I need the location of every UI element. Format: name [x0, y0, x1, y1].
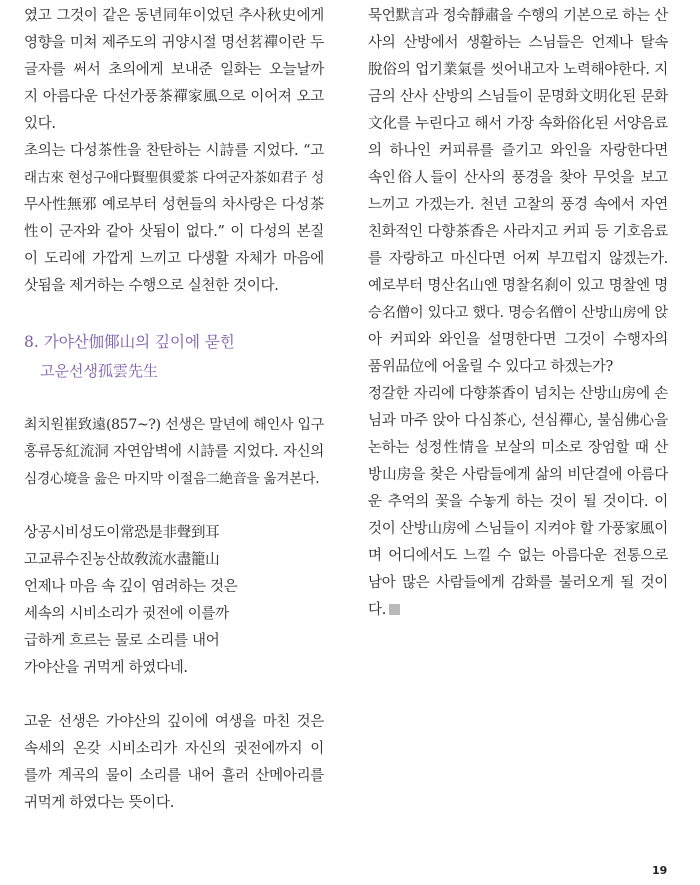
text-line: 심경心境을 읊은 마지막 이절음二絶音을 옮겨본다. [24, 471, 320, 487]
text-line: 사의 산방에서 생활하는 스님들은 언제나 탈속 [368, 35, 668, 51]
text-line: 속세의 온갖 시비소리가 자신의 귓전에까지 이 [24, 741, 324, 757]
text-line: 품위品位에 어울릴 수 있다고 하겠는가? [368, 359, 614, 375]
text-line: 를 자랑하고 마신다면 어찌 부끄럽지 않겠는가. [368, 251, 668, 267]
text-line: 아 커피와 와인을 설명한다면 그것이 수행자의 [368, 332, 668, 348]
text-line: 고운 선생은 가야산의 깊이에 여생을 마친 것은 [24, 714, 324, 730]
left-paragraph-3 [24, 412, 324, 493]
text-line: 脫俗의 업기業氣를 씻어내고자 노력해야한다. 지 [368, 62, 668, 78]
text-line: 이 도리에 가깝게 느끼고 다생활 자체가 마음에 [24, 251, 324, 267]
text-line: 님과 마주 앉아 다심茶心, 선심禪心, 불심佛心을 [368, 413, 668, 429]
text-line: 운 추억의 꽃을 수놓게 하는 것이 될 것이다. 이 [368, 494, 668, 510]
text-line: 글자를 써서 초의에게 보내준 일화는 오늘날까 [24, 62, 324, 78]
text-line: 영향을 미쳐 제주도의 귀양시절 명선茗禪이란 두 [24, 35, 324, 51]
text-line: 초의는 다성茶性을 찬탄하는 시詩를 지었다. “고 [24, 143, 324, 159]
section-heading: 8. 가야산伽倻山의 깊이에 묻힌 [24, 333, 235, 351]
text-line: 것이 산방山房에 스님들이 지켜야 할 가풍家風이 [368, 521, 668, 537]
text-line: 속인俗人들이 산사의 풍경을 찾아 무엇을 보고 [368, 170, 668, 186]
page-number: 19 [652, 864, 668, 877]
left-column [24, 0, 324, 817]
text-line: 금의 산사 산방의 스님들이 문명화文明化된 문화 [368, 89, 668, 105]
text-line: 삿됨을 제거하는 수행으로 실천한 것이다. [24, 278, 279, 294]
text-line: 논하는 성정性情을 보살의 미소로 장엄할 때 산 [368, 440, 668, 456]
text-line: 홍류동紅流洞 자연암벽에 시詩를 지었다. 자신의 [24, 444, 324, 460]
poem-line: 가야산을 귀먹게 하였다네. [24, 660, 188, 676]
text-line: 며 어디에서도 느낄 수 없는 아름다운 전통으로 [368, 548, 668, 564]
text-line: 묵언默言과 정숙靜肅을 수행의 기본으로 하는 산 [368, 8, 668, 24]
text-line: 최치원崔致遠(857~?) 선생은 말년에 해인사 입구 [24, 417, 324, 433]
text-line: 였고 그것이 같은 동년同年이었던 추사秋史에게 [24, 8, 324, 24]
poem-line: 세속의 시비소리가 귓전에 이를까 [24, 606, 229, 622]
end-mark-icon [389, 604, 400, 615]
text-line: 정갈한 자리에 다향茶香이 넘치는 산방山房에 손 [368, 386, 668, 402]
left-paragraph-1 [24, 3, 324, 138]
text-line: 방山房을 찾은 사람들에게 삶의 비단결에 아름다 [368, 467, 668, 483]
poem-line: 상공시비성도이常恐是非聲到耳 [24, 525, 220, 541]
text-line: 있다. [24, 116, 56, 132]
text-line: 친화적인 다향茶香은 사라지고 커피 등 기호음료 [368, 224, 668, 240]
text-line: 느끼고 가겠는가. 천년 고찰의 풍경 속에서 자연 [368, 197, 668, 213]
text-line: 승名僧이 있다고 했다. 명승名僧이 산방山房에 앉 [368, 305, 668, 321]
text-line [368, 597, 668, 624]
text-line-end: 다. [368, 602, 387, 618]
text-line: 무사性無邪 예로부터 성현들의 차사랑은 다성茶 [24, 197, 324, 213]
text-line: 귀먹게 하였다는 뜻이다. [24, 795, 174, 811]
right-paragraph-1 [368, 3, 668, 381]
poem-line: 급하게 흐르는 물로 소리를 내어 [24, 633, 220, 649]
text-line: 를까 계곡의 물이 소리를 내어 흘러 산메아리를 [24, 768, 324, 784]
text-line: 남아 많은 사람들에게 감화를 불러오게 될 것이 [368, 575, 668, 591]
left-paragraph-4 [24, 709, 324, 817]
poem-line: 언제나 마음 속 깊이 염려하는 것은 [24, 579, 238, 595]
text-line: 性이 군자와 같아 삿됨이 없다.” 이 다성의 본질 [24, 224, 324, 240]
poem-line: 고교류수진농산故敎流水盡籠山 [24, 552, 220, 568]
text-line: 예로부터 명산名山엔 명찰名刹이 있고 명찰엔 명 [368, 278, 668, 294]
section-subheading: 고운선생孤雲先生 [40, 362, 158, 380]
right-paragraph-2 [368, 381, 668, 624]
text-line: 래古來 현성구애다賢聖俱愛茶 다여군자茶如君子 성 [24, 170, 324, 186]
right-column [368, 0, 668, 624]
poem [24, 520, 324, 682]
left-paragraph-2 [24, 138, 324, 300]
text-line: 文化를 누린다고 해서 가장 속화俗化된 서양음료 [368, 116, 668, 132]
text-line: 의 하나인 커피류를 즐기고 와인을 자랑한다면 [368, 143, 668, 159]
text-line: 지 아름다운 다선가풍茶禪家風으로 이어져 오고 [24, 89, 324, 105]
